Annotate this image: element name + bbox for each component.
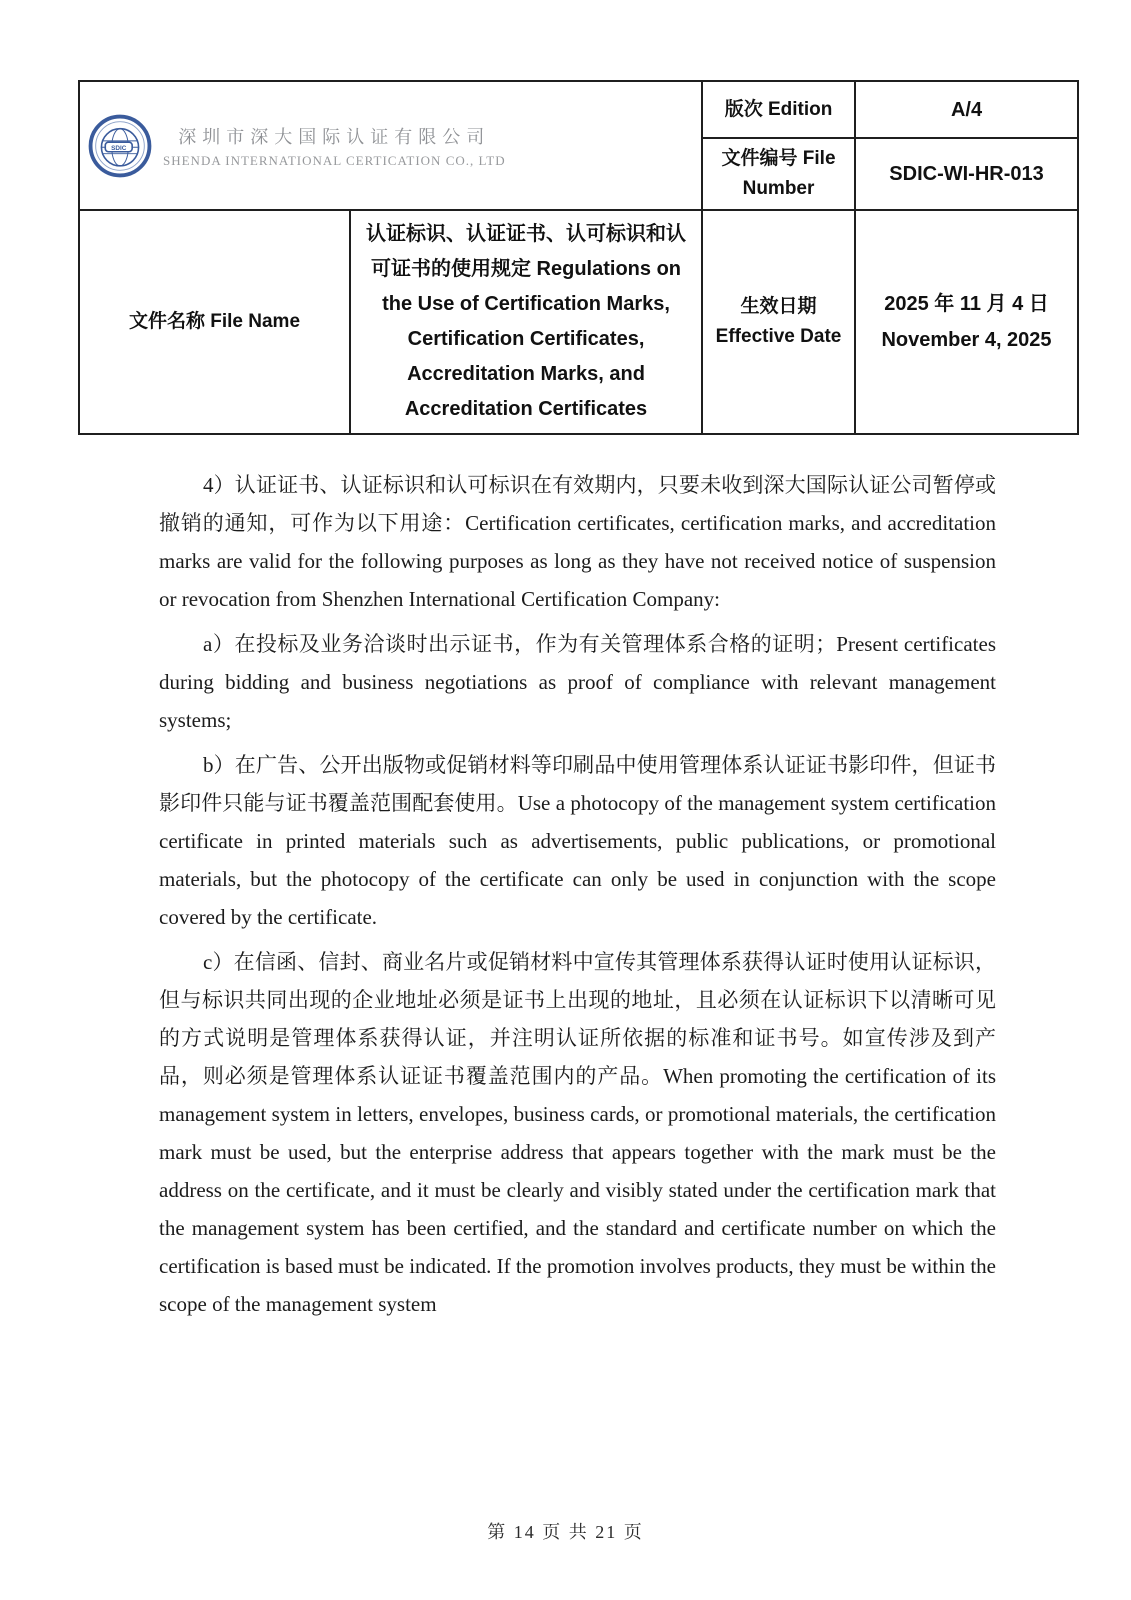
paragraph-item-4: 4）认证证书、认证标识和认可标识在有效期内，只要未收到深大国际认证公司暂停或撤销的通知，可作为以下用途：Certification certificates, certification marks, and accreditation marks are valid for the following purposes as long as they have not received notice of suspension or revocation from Shenzhen International Certification Company: — [159, 473, 996, 611]
effective-date-en: November 4, 2025 — [881, 329, 1052, 351]
effective-date-zh: 2025 年 11 月 4 日 — [884, 293, 1049, 315]
effective-date-label: 生效日期 Effective Date — [702, 210, 855, 434]
file-name-value: 认证标识、认证证书、认可标识和认可证书的使用规定 Regulations on the Use of Certification Marks, Certification Certificates, Accreditation Marks, and Accreditation Certificates — [350, 210, 702, 434]
file-name-label: 文件名称 File Name — [79, 210, 350, 434]
company-name-zh: 深圳市深大国际认证有限公司 — [178, 126, 491, 147]
company-logo-cell — [79, 81, 702, 210]
company-names — [163, 123, 506, 169]
edition-label: 版次 Edition — [702, 81, 855, 138]
document-header-table — [78, 80, 1079, 435]
document-body — [159, 466, 996, 1330]
file-number-label: 文件编号 File Number — [702, 138, 855, 210]
effective-date-value — [855, 210, 1078, 434]
edition-value: A/4 — [855, 81, 1078, 138]
paragraph-item-b: b）在广告、公开出版物或促销材料等印刷品中使用管理体系认证证书影印件，但证书影印件只能与证书覆盖范围配套使用。Use a photocopy of the management system certification certificate in printed materials such as advertisements, public publications, or promotional materials, but the photocopy of the certificate can only be used in conjunction with the scope covered by the certificate. — [159, 753, 996, 929]
company-identity — [88, 114, 693, 178]
file-number-value: SDIC-WI-HR-013 — [855, 138, 1078, 210]
logo-sdic-text: SDIC — [111, 144, 127, 152]
page-number: 第 14 页 共 21 页 — [487, 1522, 644, 1542]
paragraph-item-a: a）在投标及业务洽谈时出示证书，作为有关管理体系合格的证明；Present certificates during bidding and business negotiations as proof of compliance with relevant management systems; — [159, 632, 996, 732]
company-name-en: SHENDA INTERNATIONAL CERTICATION CO., LTD — [163, 152, 506, 168]
company-logo-icon — [88, 114, 152, 178]
paragraph-item-c: c）在信函、信封、商业名片或促销材料中宣传其管理体系获得认证时使用认证标识，但与标识共同出现的企业地址必须是证书上出现的地址，且必须在认证标识下以清晰可见的方式说明是管理体系获得认证，并注明认证所依据的标准和证书号。如宣传涉及到产品，则必须是管理体系认证证书覆盖范围内的产品。When promoting the certification of its management system in letters, envelopes, business cards, or promotional materials, the certification mark must be used, but the enterprise address that appears together with the mark must be the address on the certificate, and it must be clearly and visibly stated under the certification mark that the management system has been certified, and the standard and certificate number on which the certification is based must be indicated. If the promotion involves products, they must be within the scope of the management system — [159, 950, 996, 1316]
